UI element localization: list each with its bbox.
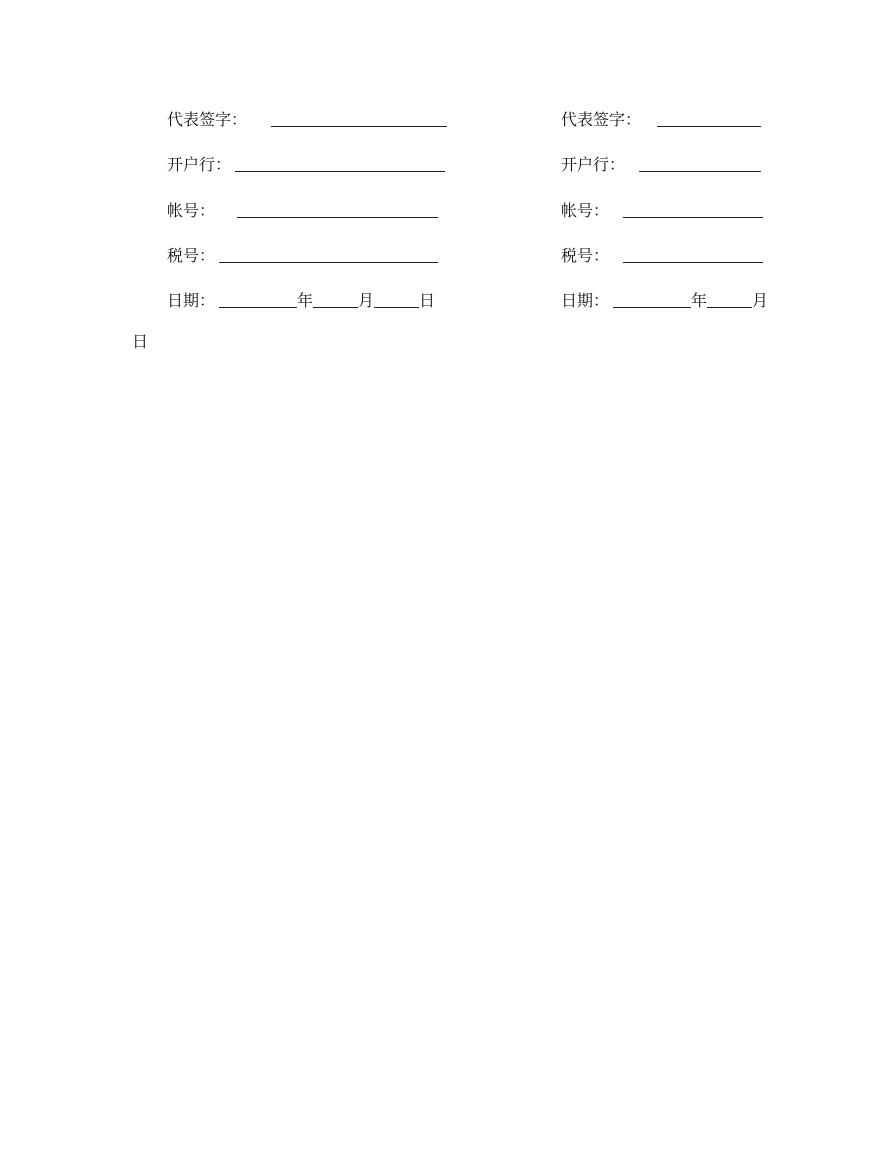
right-bank-row xyxy=(561,151,761,175)
right-tax-blank[interactable] xyxy=(623,262,763,263)
left-year-unit: 年 xyxy=(297,291,314,310)
left-month-blank[interactable] xyxy=(313,307,358,308)
right-tax-row xyxy=(561,242,763,266)
wrapped-day-unit: 日 xyxy=(132,332,149,351)
right-bank-blank[interactable] xyxy=(639,171,761,172)
left-account-row xyxy=(167,197,438,221)
left-date-row xyxy=(167,287,435,311)
left-account-blank[interactable] xyxy=(237,217,438,218)
left-month-unit: 月 xyxy=(358,291,375,310)
left-bank-row xyxy=(167,151,445,175)
left-signature-label: 代表签字： xyxy=(167,110,248,129)
left-signature-blank[interactable] xyxy=(271,126,447,127)
left-date-label: 日期： xyxy=(167,291,216,310)
right-year-blank[interactable] xyxy=(613,307,691,308)
right-account-label: 帐号： xyxy=(561,201,610,220)
right-account-blank[interactable] xyxy=(623,217,763,218)
right-account-row xyxy=(561,197,763,221)
right-month-blank[interactable] xyxy=(707,307,752,308)
right-date-row xyxy=(561,287,768,311)
left-bank-label: 开户行： xyxy=(167,155,232,174)
right-year-unit: 年 xyxy=(691,291,708,310)
right-month-unit: 月 xyxy=(752,291,769,310)
left-day-blank[interactable] xyxy=(374,307,419,308)
left-day-unit: 日 xyxy=(419,291,436,310)
right-signature-blank[interactable] xyxy=(657,126,761,127)
left-year-blank[interactable] xyxy=(219,307,297,308)
left-tax-row xyxy=(167,242,438,266)
right-signature-row xyxy=(561,106,761,130)
right-tax-label: 税号： xyxy=(561,246,610,265)
right-signature-label: 代表签字： xyxy=(561,110,642,129)
right-date-label: 日期： xyxy=(561,291,610,310)
left-tax-blank[interactable] xyxy=(219,262,438,263)
right-bank-label: 开户行： xyxy=(561,155,626,174)
left-account-label: 帐号： xyxy=(167,201,216,220)
left-signature-row xyxy=(167,106,447,130)
left-tax-label: 税号： xyxy=(167,246,216,265)
left-bank-blank[interactable] xyxy=(235,171,445,172)
